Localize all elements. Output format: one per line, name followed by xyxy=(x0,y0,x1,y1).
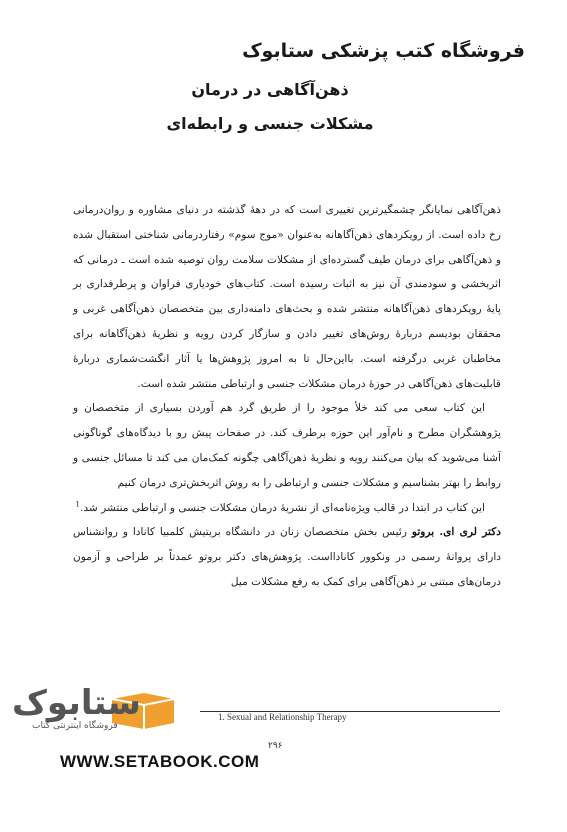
setabook-logo xyxy=(12,683,182,741)
author-name: دکتر لری ای. بروتو xyxy=(411,526,501,539)
logo-subtitle: فروشگاه اینترنتی کتاب xyxy=(32,721,118,731)
body-text xyxy=(73,198,501,595)
author-bio: رئیس بخش متخصصان زنان در دانشگاه بریتیش کلمبیا کانادا و روانشناس دارای پروانۀ رسمی در ونکوور کانادااست. پژوهش‌های دکتر بروتو عمدتاً بر طراحی و آزمون درمان‌های مبتنی بر ذهن‌آگاهی برای کمک به رفع مشکلات میل xyxy=(73,526,501,588)
paragraph-intro: ذهن‌آگاهی نمایانگر چشمگیرترین تغییری است که در دهۀ گذشته در دنیای مشاوره و روان‌درمانی رخ داده است. از رویکردهای ذهن‌آگاهانه به‌عنوان «موج سوم» رفتاردرمانی شناختی استقبال شده و ذهن‌آگاهی برای درمان طیف گسترده‌ای از مشکلات سلامت روان توصیه شده است ـ درمانی که اثربخشی و سودمندی آن نیز به اثبات رسیده است. کتاب‌های خودیاری فراوان و پرطرفداری بر پایۀ رویکردهای ذهن‌آگاهانه منتشر شده و بحث‌های دامنه‌داری بین متخصصان ذهن‌آگاهی غربی و محققان بودیسم دربارۀ روش‌های تغییر دادن و سازگار کردن رویه و نظریۀ ذهن‌آگاهانه برای مخاطبان غربی درگرفته است. بااین‌حال تا به امروز پژوهش‌ها یا آثار انگشت‌شماری دربارۀ قابلیت‌های ذهن‌آگاهی در حوزۀ درمان مشکلات جنسی و ارتباطی منتشر شده است. xyxy=(73,204,501,390)
paragraph-author xyxy=(73,520,501,594)
book-title-line2: مشکلات جنسی و رابطه‌ای xyxy=(166,114,374,133)
book-title-line1: ذهن‌آگاهی در درمان xyxy=(191,80,349,99)
store-title: فروشگاه کتب پزشکی ستابوک xyxy=(242,40,525,62)
paragraph-origin-text: این کتاب در ابتدا در قالب ویژه‌نامه‌ای از نشریۀ درمان مشکلات جنسی و ارتباطی منتشر شد. xyxy=(79,501,485,514)
paragraph-origin xyxy=(73,496,501,521)
page-number: ۲۹۶ xyxy=(268,741,283,751)
footnote-marker: 1 xyxy=(75,500,80,509)
footnote: 1. Sexual and Relationship Therapy xyxy=(218,712,347,722)
paragraph-purpose: این کتاب سعی می کند خلأ موجود را از طریق گرد هم آوردن بسیاری از متخصصان و پژوهشگران مطرح و نام‌آور این حوزه برطرف کند. در صفحات پیش رو با دیدگاه‌های گوناگونی آشنا می‌شوید که بیان می‌کنند رویه و نظریۀ ذهن‌آگاهی چگونه کمک‌مان می کند تا مسائل جنسی و روابط را بهتر بشناسیم و مشکلات جنسی و ارتباطی را به روش اثربخش‌تری درمان کنیم xyxy=(73,402,501,489)
website-url[interactable]: WWW.SETABOOK.COM xyxy=(60,752,260,771)
logo-brand: ستابوک xyxy=(12,683,141,723)
